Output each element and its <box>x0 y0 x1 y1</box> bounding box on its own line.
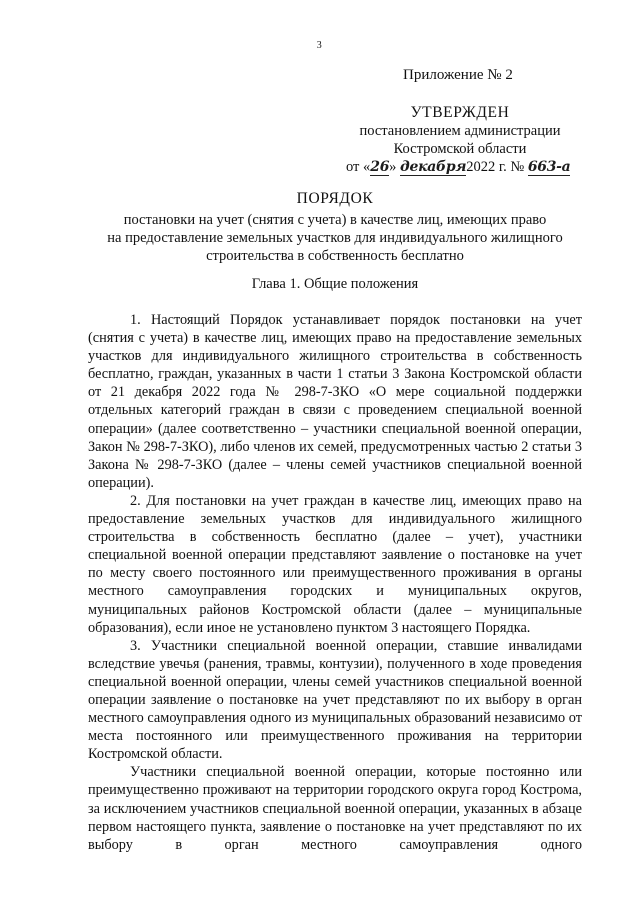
document-title-block <box>85 190 585 265</box>
document-subtitle-line-1: постановки на учет (снятия с учета) в качестве лиц, имеющих право <box>123 212 547 228</box>
approved-heading: УТВЕРЖДЕН <box>410 104 510 121</box>
paragraph-4: Участники специальной военной операции, которые постоянно или преимущественно проживают на территории городского округа город Кострома, за исключением участников специальной военной операции, указанных в абзаце первом настоящего пункта, заявление о постановке на учет представляют по их выбору в орган местного самоуправления одного <box>88 764 582 853</box>
document-number-handwritten: 663-а <box>527 159 571 175</box>
document-subtitle-line-3: строительства в собственность бесплатно <box>206 248 464 264</box>
approval-line-2: Костромской области <box>393 141 527 157</box>
paragraph-2: 2. Для постановки на учет граждан в качестве лиц, имеющих право на предоставление земельных участков для индивидуального жилищного строительства в собственность бесплатно (далее – учет), участники специальной военной операции представляют заявление о постановке на учет по месту своего постоянного или преимущественного проживания в органы местного самоуправления городских и муниципальных округов, муниципальных районов Костромской области (далее – муниципальные образования), если иное не установлено пунктом 3 настоящего Порядка. <box>88 492 582 636</box>
chapter-heading: Глава 1. Общие положения <box>251 276 419 292</box>
date-prefix: от « <box>346 159 371 175</box>
body-text <box>88 311 582 854</box>
date-day-handwritten: 26 <box>370 159 390 175</box>
approval-date-line <box>340 158 580 176</box>
appendix-label: Приложение № 2 <box>403 67 513 83</box>
document-subtitle-line-2: на предоставление земельных участков для индивидуального жилищного <box>107 230 563 246</box>
page-number: 3 <box>316 40 323 51</box>
document-title: ПОРЯДОК <box>296 190 374 207</box>
date-mid: » <box>389 159 397 175</box>
date-month-handwritten: декабря <box>400 159 467 175</box>
date-year: 2022 г. № <box>466 159 525 175</box>
approval-block <box>340 104 580 176</box>
approval-line-1: постановлением администрации <box>359 123 561 139</box>
paragraph-3: 3. Участники специальной военной операции, ставшие инвалидами вследствие увечья (ранения, травмы, контузии), полученного в ходе проведения специальной военной операции, члены семей участников специальной военной операции заявление о постановке на учет представляют по их выбору в орган местного самоуправления одного из муниципальных образований независимо от места постоянного или преимущественного проживания на территории Костромской области. <box>88 637 582 763</box>
paragraph-1: 1. Настоящий Порядок устанавливает порядок постановки на учет (снятия с учета) в качестве лиц, имеющих право на предоставление земельных участков для индивидуального жилищного строительства в собственность бесплатно, граждан, указанных в части 1 статьи 3 Закона Костромской области от 21 декабря 2022 года № 298-7-ЗКО «О мере социальной поддержки отдельных категорий граждан в связи с проведением специальной военной операции» (далее соответственно – участники специальной военной операции, Закон № 298-7-ЗКО), либо членов их семей, предусмотренных частью 2 статьи 3 Закона № 298-7-ЗКО (далее – члены семей участников специальной военной операции). <box>88 312 582 491</box>
